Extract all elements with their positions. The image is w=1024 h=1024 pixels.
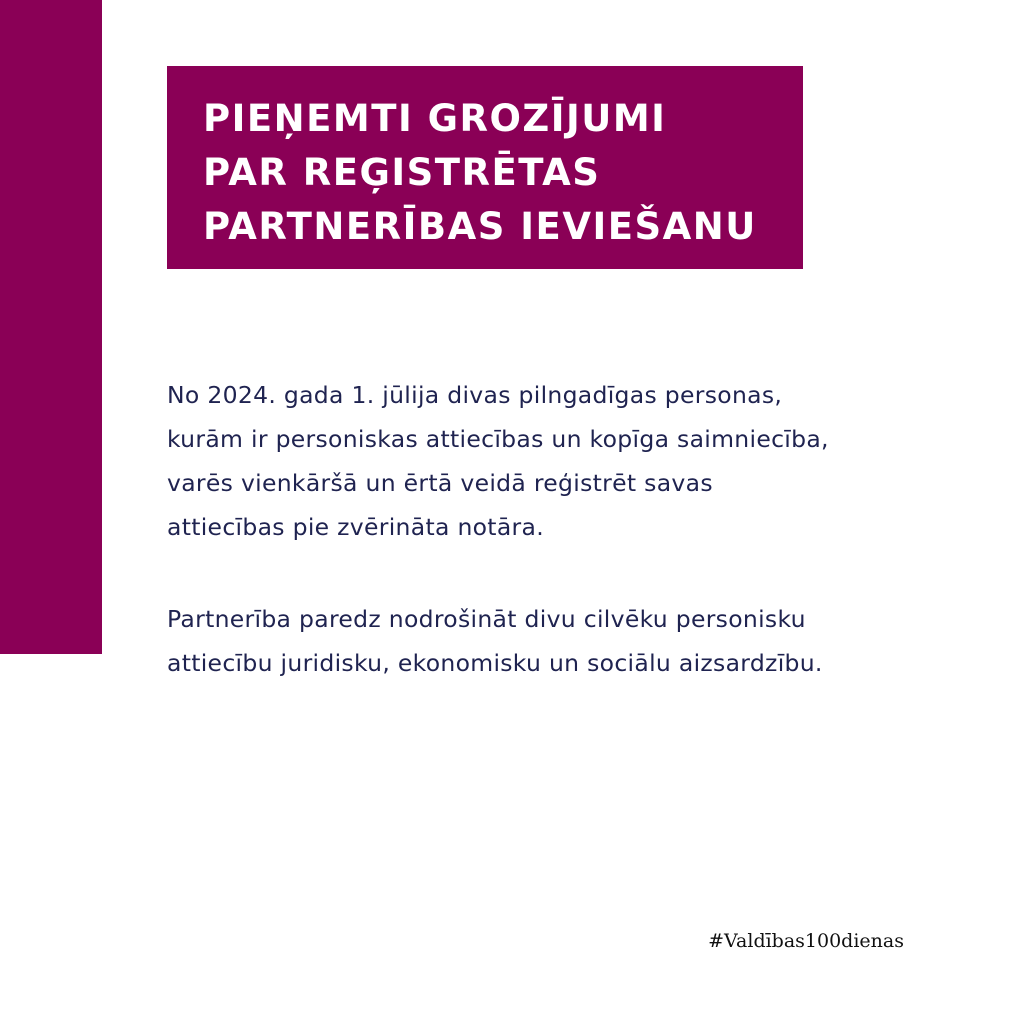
accent-side-bar (0, 0, 102, 654)
paragraph-1-line-2: kurām ir personiskas attiecības un kopīga saimniecība, (167, 425, 829, 453)
hashtag-text: #Valdības100dienas (708, 930, 904, 952)
title-banner (167, 66, 803, 269)
paragraph-2-line-1: Partnerība paredz nodrošināt divu cilvēku personisku (167, 605, 806, 633)
title-line-3: PARTNERĪBAS IEVIEŠANU (203, 205, 757, 248)
paragraph-1 (167, 373, 967, 549)
title-line-2: PAR REĢISTRĒTAS (203, 151, 601, 194)
paragraph-2 (167, 597, 967, 685)
paragraph-1-line-3: varēs vienkāršā un ērtā veidā reģistrēt savas (167, 469, 713, 497)
paragraph-1-line-1: No 2024. gada 1. jūlija divas pilngadīgas personas, (167, 381, 783, 409)
paragraph-1-line-4: attiecības pie zvērināta notāra. (167, 513, 544, 541)
title-line-1: PIEŅEMTI GROZĪJUMI (203, 97, 667, 140)
paragraph-2-line-2: attiecību juridisku, ekonomisku un sociālu aizsardzību. (167, 649, 823, 677)
